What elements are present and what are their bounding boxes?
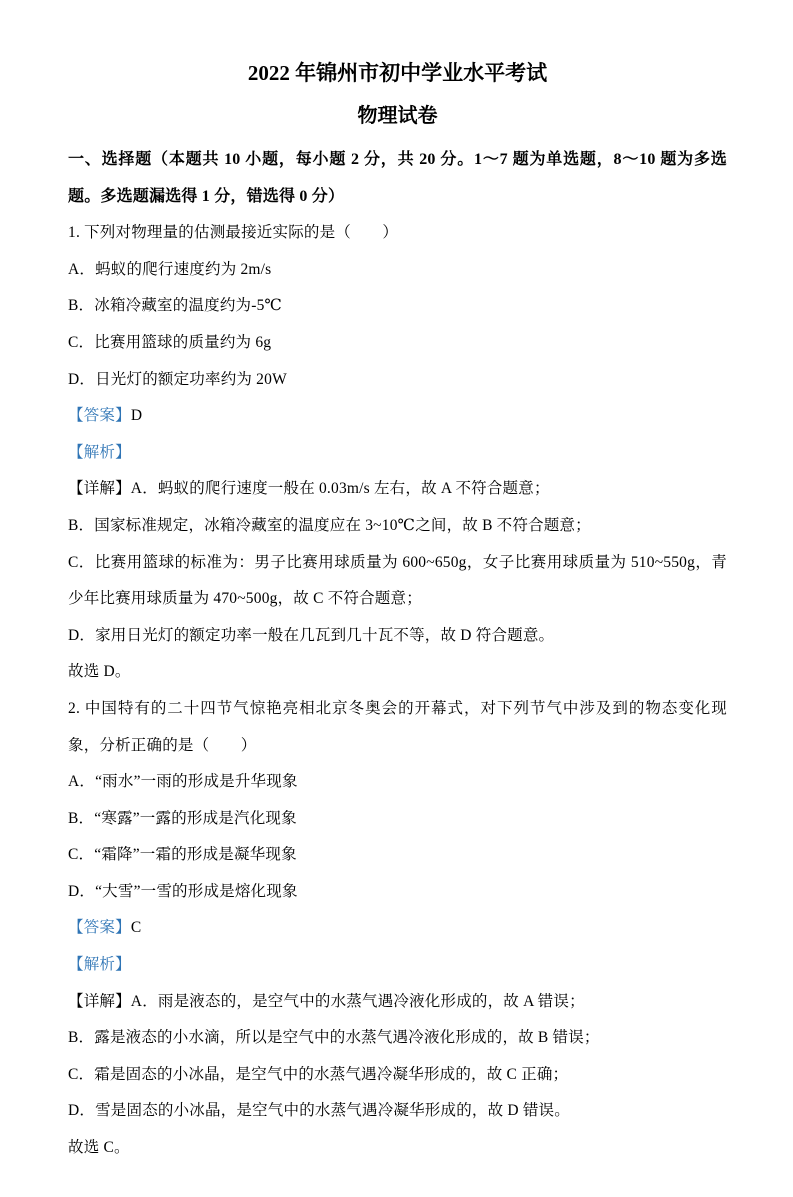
question-2-option-d [68,874,727,911]
question-2-option-c [68,837,727,874]
question-1-detail-a [68,471,727,508]
question-1-stem [68,215,727,252]
question-1-detail-d [68,618,727,655]
question-1-detail-c [68,545,727,618]
question-2-detail-c [68,1057,727,1094]
text-run: C．“霜降”一霜的形成是凝华现象 [68,846,297,864]
question-2-answer-line [68,910,727,947]
text-run: 故选 C。 [68,1139,130,1157]
text-run: 2. 中国特有的二十四节气惊艳亮相北京冬奥会的开幕式，对下列节气中涉及到的物态变化现象，分析正确的是（ ） [68,699,727,754]
text-run: D．日光灯的额定功率约为 20W [68,370,287,388]
text-run: 【详解】A．雨是液态的，是空气中的水蒸气遇冷液化形成的，故 A 错误； [68,992,585,1010]
question-2-option-a [68,764,727,801]
text-run: 【详解】A．蚂蚁的爬行速度一般在 0.03m/s 左右，故 A 不符合题意； [68,480,550,498]
analysis-label: 【解析】 [68,443,131,461]
text-run: C．比赛用篮球的质量约为 6g [68,333,272,351]
question-2-detail-b [68,1020,727,1057]
question-1-option-c [68,325,727,362]
question-1-option-b [68,288,727,325]
section-header [68,142,727,215]
answer-value: D [130,407,143,425]
text-run: C．霜是固态的小冰晶，是空气中的水蒸气遇冷凝华形成的，故 C 正确； [68,1065,569,1083]
question-1-analysis-label [68,435,727,472]
text-run: C．比赛用篮球的标准为：男子比赛用球质量为 600~650g，女子比赛用球质量为 510~550g，青少年比赛用球质量为 470~500g，故 C 不符合题意； [68,553,727,608]
text-run: D．家用日光灯的额定功率一般在几瓦到几十瓦不等，故 D 符合题意。 [68,626,555,644]
question-2-detail-d [68,1093,727,1130]
exam-subtitle: 物理试卷 [357,105,438,127]
question-1-option-d [68,362,727,399]
exam-title: 2022 年锦州市初中学业水平考试 [247,61,548,85]
text-run: 1. 下列对物理量的估测最接近实际的是（ ） [68,224,399,242]
question-1-detail-b [68,508,727,545]
text-run: B．“寒露”一露的形成是汽化现象 [68,809,297,827]
answer-label: 【答案】 [68,407,131,425]
text-run: B．露是液态的小水滴，所以是空气中的水蒸气遇冷液化形成的，故 B 错误； [68,1029,600,1047]
text-run: D．雪是固态的小冰晶，是空气中的水蒸气遇冷凝华形成的，故 D 错误。 [68,1102,570,1120]
text-run: A．“雨水”一雨的形成是升华现象 [68,773,298,791]
question-2-option-b [68,801,727,838]
text-run: 故选 D。 [68,663,131,681]
question-2-stem [68,691,727,764]
analysis-label: 【解析】 [68,956,131,974]
question-2-analysis-label [68,947,727,984]
question-1-conclusion [68,654,727,691]
question-2-detail-a [68,984,727,1021]
document-body [68,142,727,1167]
text-run: 一、选择题（本题共 10 小题，每小题 2 分，共 20 分。1～7 题为单选题，8～10 题为多选题。多选题漏选得 1 分，错选得 0 分） [68,151,727,205]
answer-label: 【答案】 [68,919,131,937]
question-1-answer-line [68,398,727,435]
question-2-conclusion [68,1130,727,1167]
text-run: A．蚂蚁的爬行速度约为 2m/s [68,260,272,278]
text-run: B．国家标准规定，冰箱冷藏室的温度应在 3~10℃之间，故 B 不符合题意； [68,516,591,534]
text-run: D．“大雪”一雪的形成是熔化现象 [68,882,298,900]
text-run: B．冰箱冷藏室的温度约为-5℃ [68,297,283,315]
answer-value: C [130,919,142,937]
question-1-option-a [68,252,727,289]
